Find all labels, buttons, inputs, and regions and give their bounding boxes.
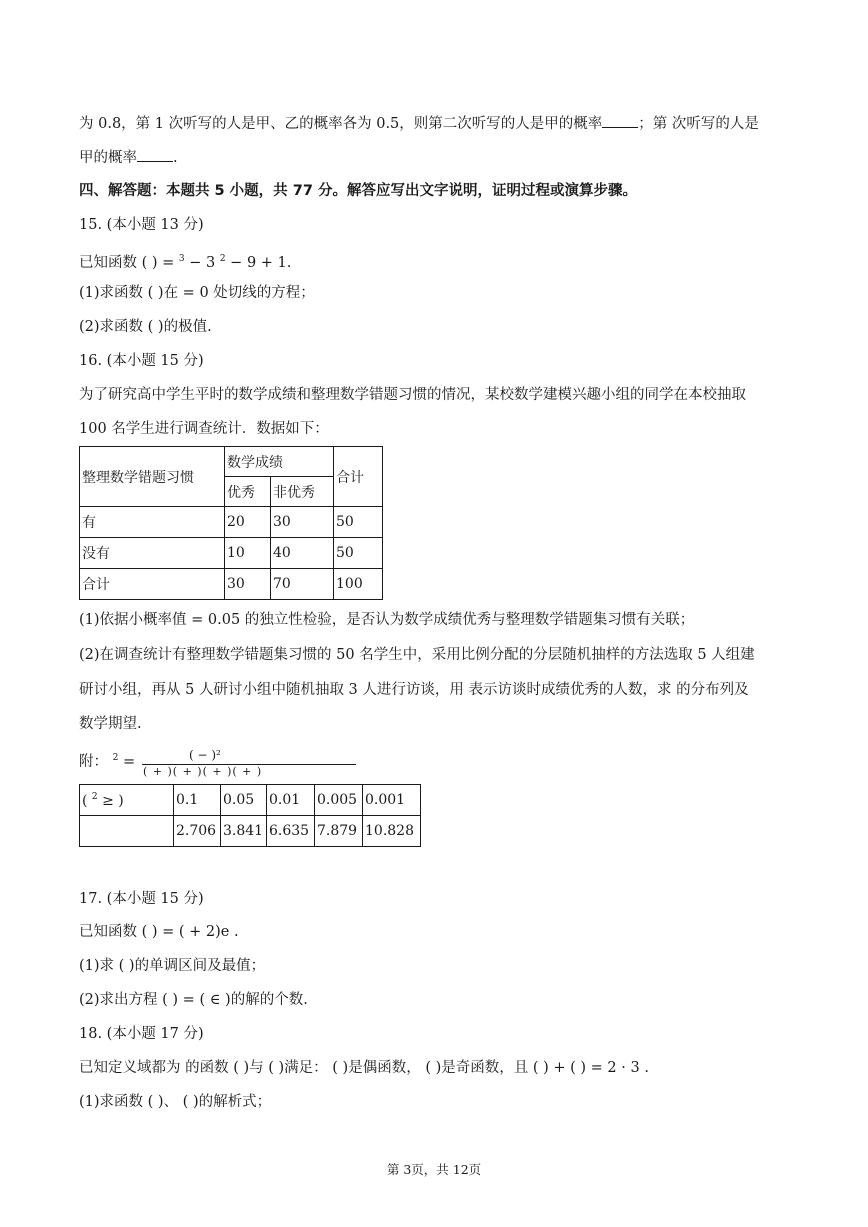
q18-part-1: (1)求函数 ( )、 ( )的解析式； <box>79 1094 272 1110</box>
table-row <box>80 569 383 600</box>
table-cell: 3.841 <box>221 816 267 847</box>
text: − 9 + 1. <box>225 255 292 271</box>
table-row <box>80 538 383 569</box>
q16-part-2b: 研讨小组，再从 5 人研讨小组中随机抽取 3 人进行访谈，用 表示访谈时成绩优秀的人数，求 的分布列及 <box>79 682 749 698</box>
q16-intro-1: 为了研究高中学生平时的数学成绩和整理数学错题习惯的情况，某校数学建模兴趣小组的同学在本校抽取 <box>79 387 746 403</box>
contingency-table <box>79 446 383 600</box>
table-cell: 有 <box>80 507 225 538</box>
table-cell <box>80 816 174 847</box>
q15-part-1: (1)求函数 ( )在 = 0 处切线的方程； <box>79 285 315 301</box>
text: 甲的概率 <box>79 150 137 166</box>
superscript: 2 <box>219 254 226 264</box>
corner-header: 整理数学错题习惯 <box>80 447 225 507</box>
table-cell: 10.828 <box>363 816 421 847</box>
q16-title: 16. (本小题 15 分) <box>79 353 204 369</box>
q18-stem: 已知定义域都为 的函数 ( )与 ( )满足： ( )是偶函数， ( )是奇函数，且 ( ) + ( ) = 2 · 3 . <box>79 1060 649 1076</box>
superscript: 2 <box>91 791 98 802</box>
table-cell: 20 <box>225 507 271 538</box>
q15-stem <box>79 249 291 273</box>
page-footer: 第 3页，共 12页 <box>386 1162 482 1177</box>
text: . <box>173 150 178 166</box>
table-cell: 0.01 <box>267 785 315 816</box>
text: ≥ ) <box>97 792 124 809</box>
table-cell: 0.005 <box>315 785 363 816</box>
table-cell: 0.1 <box>174 785 221 816</box>
text: ( <box>82 792 92 809</box>
text: ；第 次听写的人是 <box>638 116 759 132</box>
formula-denominator: ( + )( + )( + )( + ) <box>143 765 263 778</box>
q17-part-1: (1)求 ( )的单调区间及最值； <box>79 958 266 974</box>
table-cell: 7.879 <box>315 816 363 847</box>
q18-title: 18. (本小题 17 分) <box>79 1026 204 1042</box>
total-header: 合计 <box>334 447 383 507</box>
table-cell: 2.706 <box>174 816 221 847</box>
text: 已知函数 ( ) = <box>79 255 179 271</box>
answer-blank <box>137 147 173 162</box>
table-cell: 没有 <box>80 538 225 569</box>
q17-title: 17. (本小题 15 分) <box>79 891 204 907</box>
table-cell: 6.635 <box>267 816 315 847</box>
chi-square-formula <box>79 748 263 778</box>
superscript: 3 <box>178 254 185 264</box>
q16-part-2c: 数学期望. <box>79 716 142 732</box>
table-cell: 50 <box>334 507 383 538</box>
table-cell: 30 <box>225 569 271 600</box>
text: − 3 <box>184 255 220 271</box>
answer-blank <box>602 113 638 128</box>
table-cell: 40 <box>271 538 334 569</box>
q16-part-2a: (2)在调查统计有整理数学错题集习惯的 50 名学生中，采用比例分配的分层随机抽样的方法选取 5 人组建 <box>79 647 755 663</box>
prev-question-line-1 <box>79 113 759 134</box>
q17-part-2: (2)求出方程 ( ) = ( ∈ )的解的个数. <box>79 992 308 1008</box>
table-cell: 70 <box>271 569 334 600</box>
text: 为 0.8，第 1 次听写的人是甲、乙的概率各为 0.5，则第二次听写的人是甲的概率 <box>79 116 603 132</box>
table-cell: 10 <box>225 538 271 569</box>
table-row <box>80 785 421 816</box>
sub-header-excellent: 优秀 <box>225 477 271 507</box>
table-row <box>80 816 421 847</box>
table-cell: 合计 <box>80 569 225 600</box>
table-row <box>80 507 383 538</box>
q15-title: 15. (本小题 13 分) <box>79 217 204 233</box>
sub-header-not-excellent: 非优秀 <box>271 477 334 507</box>
q15-part-2: (2)求函数 ( )的极值. <box>79 319 212 335</box>
q17-stem: 已知函数 ( ) = ( + 2)e . <box>79 924 239 940</box>
critical-value-table <box>79 784 421 847</box>
equals: = <box>118 754 136 770</box>
table-cell: 50 <box>334 538 383 569</box>
q16-part-1: (1)依据小概率值 = 0.05 的独立性检验，是否认为数学成绩优秀与整理数学错题集习惯有关联； <box>79 612 695 628</box>
section-heading: 四、解答题：本题共 5 小题，共 77 分。解答应写出文字说明，证明过程或演算步骤。 <box>79 183 637 199</box>
prev-question-line-2 <box>79 147 178 168</box>
table-cell: 0.001 <box>363 785 421 816</box>
probability-header <box>80 785 174 816</box>
group-header: 数学成绩 <box>225 447 334 477</box>
table-cell: 30 <box>271 507 334 538</box>
formula-label: 附： <box>79 754 113 770</box>
table-cell: 100 <box>334 569 383 600</box>
table-cell: 0.05 <box>221 785 267 816</box>
q16-intro-2: 100 名学生进行调查统计．数据如下： <box>79 421 329 437</box>
superscript: 2 <box>112 753 119 763</box>
formula-numerator: ( − )² <box>189 748 221 762</box>
